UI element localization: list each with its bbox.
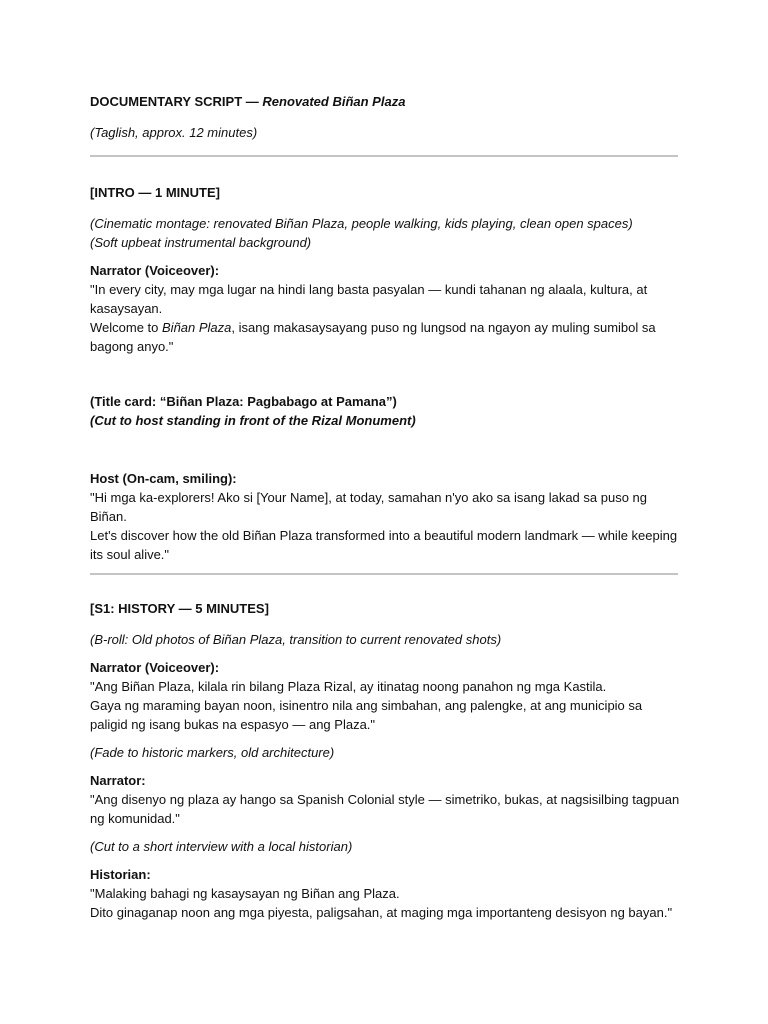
- intro-speaker: Narrator (Voiceover):: [90, 263, 220, 278]
- intro-direction-2: (Soft upbeat instrumental background): [90, 235, 312, 250]
- intro-direction-1: (Cinematic montage: renovated Biñan Plaza, people walking, kids playing, clean open spaces): [90, 216, 633, 231]
- s1-broll: (B-roll: Old photos of Biñan Plaza, transition to current renovated shots): [90, 632, 502, 647]
- s1-speaker-narrator: Narrator:: [90, 773, 146, 788]
- document-title: [90, 92, 680, 111]
- intro-line-2-italic: Biñan Plaza: [162, 320, 232, 335]
- intro-heading: [INTRO — 1 MINUTE]: [90, 185, 220, 200]
- s1-line-2: "Ang disenyo ng plaza ay hango sa Spanish Colonial style — simetriko, bukas, at nagsisilbing tagpuan ng komunidad.": [90, 792, 680, 826]
- s1-fade: (Fade to historic markers, old architecture): [90, 745, 335, 760]
- intro-line-2: [90, 318, 680, 356]
- s1-heading: [S1: HISTORY — 5 MINUTES]: [90, 601, 269, 616]
- s1-cut: (Cut to a short interview with a local historian): [90, 839, 353, 854]
- title-card: (Title card: “Biñan Plaza: Pagbabago at Pamana”): [90, 394, 397, 409]
- document-page: [90, 92, 680, 922]
- s1-speaker-historian: Historian:: [90, 867, 151, 882]
- title-italic: Renovated Biñan Plaza: [262, 94, 406, 109]
- host-line-2: Let's discover how the old Biñan Plaza transformed into a beautiful modern landmark — while keeping its soul alive.": [90, 528, 678, 562]
- intro-line-2-post: , isang makasaysayang puso ng lungsod na ngayon ay muling sumibol sa bagong anyo.": [90, 320, 656, 354]
- s1-line-3b: Dito ginaganap noon ang mga piyesta, paligsahan, at maging mga importanteng desisyon ng bayan.": [90, 905, 673, 920]
- host-line-1: "Hi mga ka-explorers! Ako si [Your Name], at today, samahan n'yo ako sa isang lakad sa puso ng Biñan.: [90, 490, 648, 524]
- s1-speaker-narrator-vo: Narrator (Voiceover):: [90, 660, 220, 675]
- document-subtitle: (Taglish, approx. 12 minutes): [90, 125, 258, 140]
- host-speaker: Host (On-cam, smiling):: [90, 471, 237, 486]
- intro-cut: (Cut to host standing in front of the Rizal Monument): [90, 413, 416, 428]
- intro-line-2-pre: Welcome to: [90, 320, 163, 335]
- s1-line-3a: "Malaking bahagi ng kasaysayan ng Biñan ang Plaza.: [90, 886, 400, 901]
- intro-line-1: "In every city, may mga lugar na hindi lang basta pasyalan — kundi tahanan ng alaala, kultura, at kasaysayan.: [90, 282, 648, 316]
- title-prefix: DOCUMENTARY SCRIPT —: [90, 94, 263, 109]
- s1-line-1b: Gaya ng maraming bayan noon, isinentro nila ang simbahan, ang palengke, at ang municipio sa paligid ng isang bukas na espasyo — ang Plaza.": [90, 698, 643, 732]
- s1-line-1a: "Ang Biñan Plaza, kilala rin bilang Plaza Rizal, ay itinatag noong panahon ng mga Kastila.: [90, 679, 607, 694]
